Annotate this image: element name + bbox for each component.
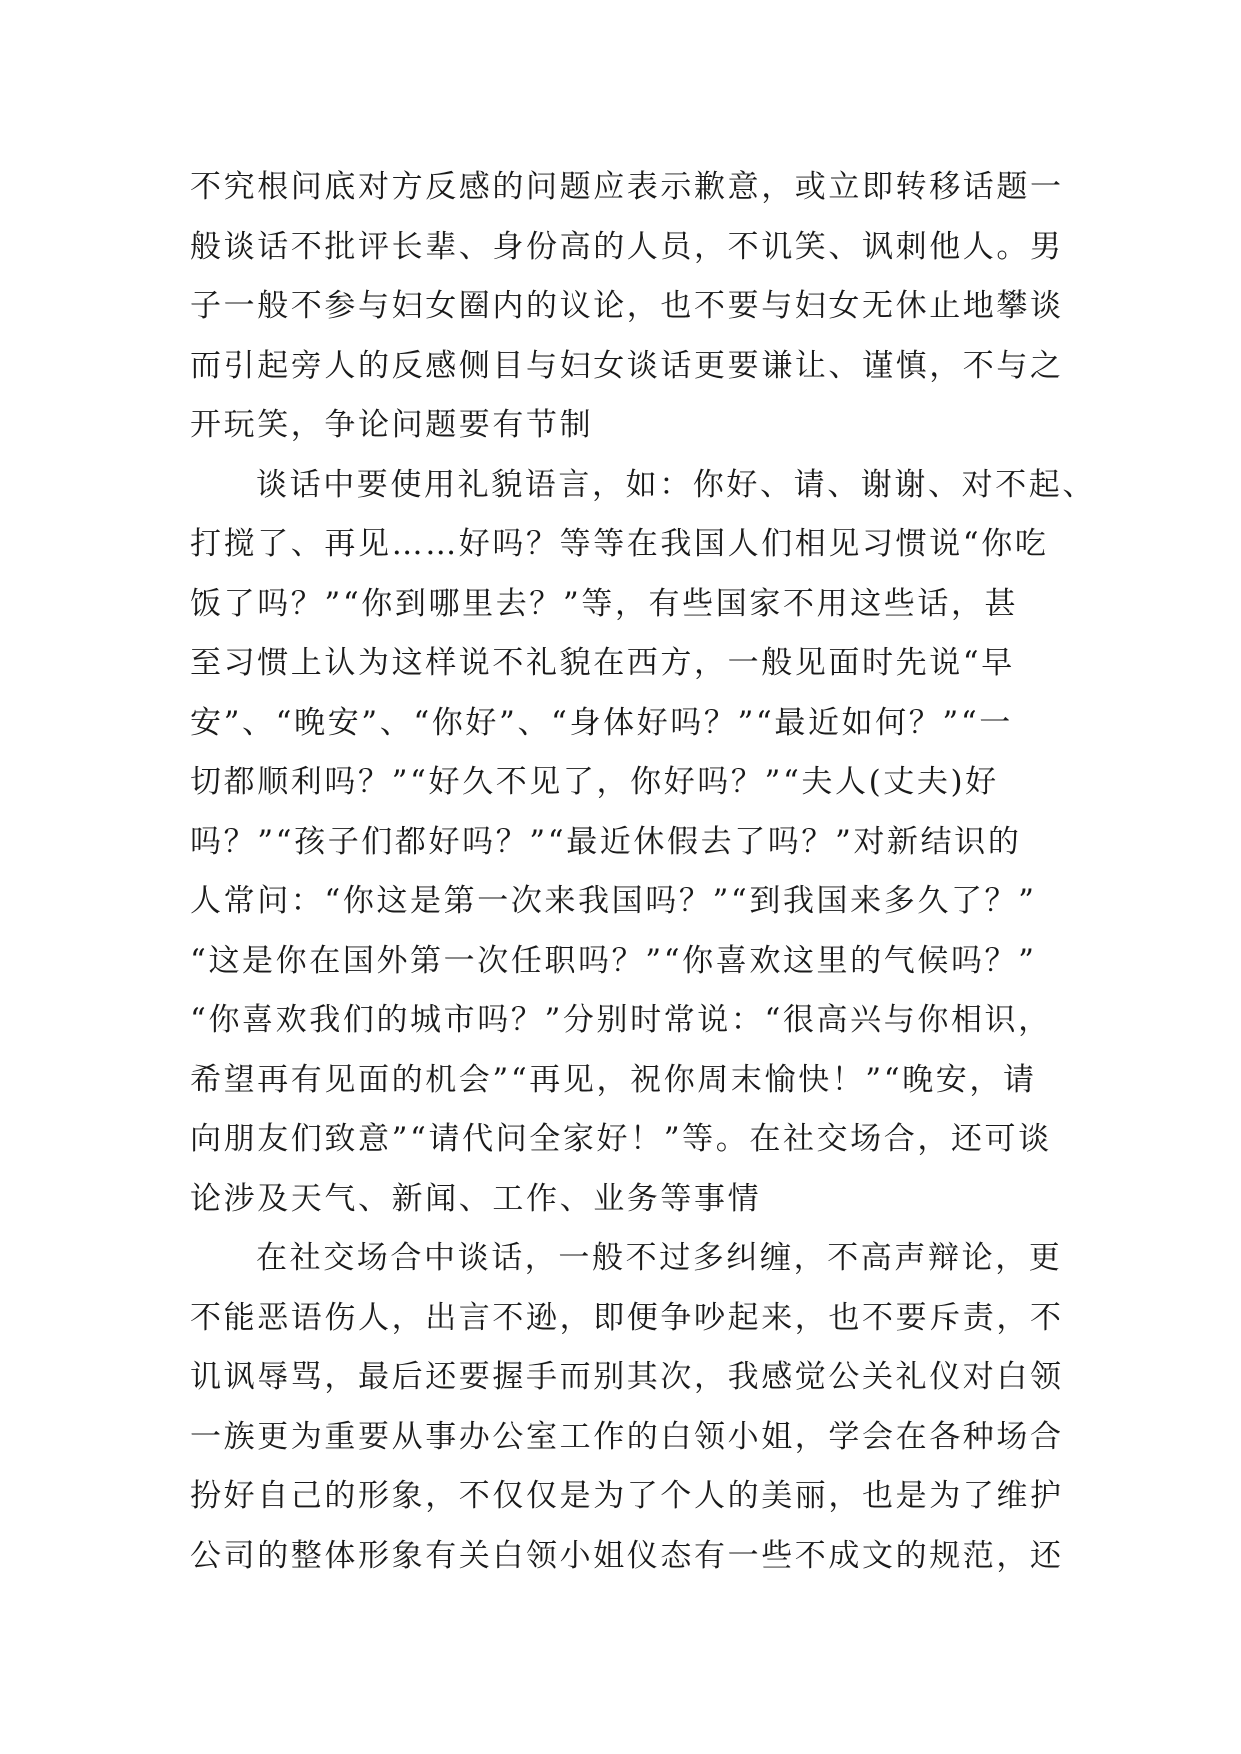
text-line: 希望再有见面的机会”“再见，祝你周末愉快！”“晚安，请 bbox=[190, 1061, 1037, 1098]
text-line: 向朋友们致意”“请代问全家好！”等。在社交场合，还可谈 bbox=[190, 1121, 1052, 1157]
text-line: 讥讽辱骂，最后还要握手而别其次，我感觉公关礼仪对白领 bbox=[190, 1359, 1064, 1395]
text-line: 开玩笑，争论问题要有节制 bbox=[190, 407, 594, 443]
text-line: 不究根问底对方反感的问题应表示歉意，或立即转移话题一 bbox=[190, 169, 1064, 205]
body-text bbox=[190, 158, 1096, 1586]
text-line: “你喜欢我们的城市吗？”分别时常说：“很高兴与你相识， bbox=[190, 1002, 1052, 1038]
text-line: “这是你在国外第一次任职吗？”“你喜欢这里的气候吗？” bbox=[190, 942, 1037, 979]
text-line: 子一般不参与妇女圈内的议论，也不要与妇女无休止地攀谈 bbox=[190, 288, 1064, 324]
text-line: 至习惯上认为这样说不礼貌在西方，一般见面时先说“早 bbox=[190, 645, 1015, 681]
text-line: 人常问：“你这是第一次来我国吗？”“到我国来多久了？” bbox=[190, 883, 1037, 919]
text-line: 论涉及天气、新闻、工作、业务等事情 bbox=[190, 1180, 762, 1217]
text-line: 安”、“晚安”、“你好”、“身体好吗？”“最近如何？”“一 bbox=[190, 704, 1013, 741]
text-line: 公司的整体形象有关白领小姐仪态有一些不成文的规范，还 bbox=[190, 1537, 1064, 1574]
paragraph-first-line: 在社交场合中谈话，一般不过多纠缠，不高声辩论，更 bbox=[256, 1240, 1063, 1276]
text-line: 饭了吗？”“你到哪里去？”等，有些国家不用这些话，甚 bbox=[190, 585, 1019, 622]
paragraph-first-line: 谈话中要使用礼貌语言，如：你好、请、谢谢、对不起、 bbox=[256, 466, 1096, 503]
text-line: 不能恶语伤人，出言不逊，即便争吵起来，也不要斥责，不 bbox=[190, 1299, 1064, 1336]
text-line: 一族更为重要从事办公室工作的白领小姐，学会在各种场合 bbox=[190, 1418, 1064, 1455]
text-line: 般谈话不批评长辈、身份高的人员，不讥笑、讽刺他人。男 bbox=[190, 228, 1064, 265]
text-line: 打搅了、再见……好吗？等等在我国人们相见习惯说“你吃 bbox=[190, 526, 1049, 562]
text-line: 吗？”“孩子们都好吗？”“最近休假去了吗？”对新结识的 bbox=[190, 823, 1022, 860]
text-line: 而引起旁人的反感侧目与妇女谈话更要谦让、谨慎，不与之 bbox=[190, 347, 1064, 384]
text-line: 切都顺利吗？”“好久不见了，你好吗？”“夫人(丈夫)好 bbox=[190, 764, 999, 800]
text-line: 扮好自己的形象，不仅仅是为了个人的美丽，也是为了维护 bbox=[190, 1478, 1064, 1514]
